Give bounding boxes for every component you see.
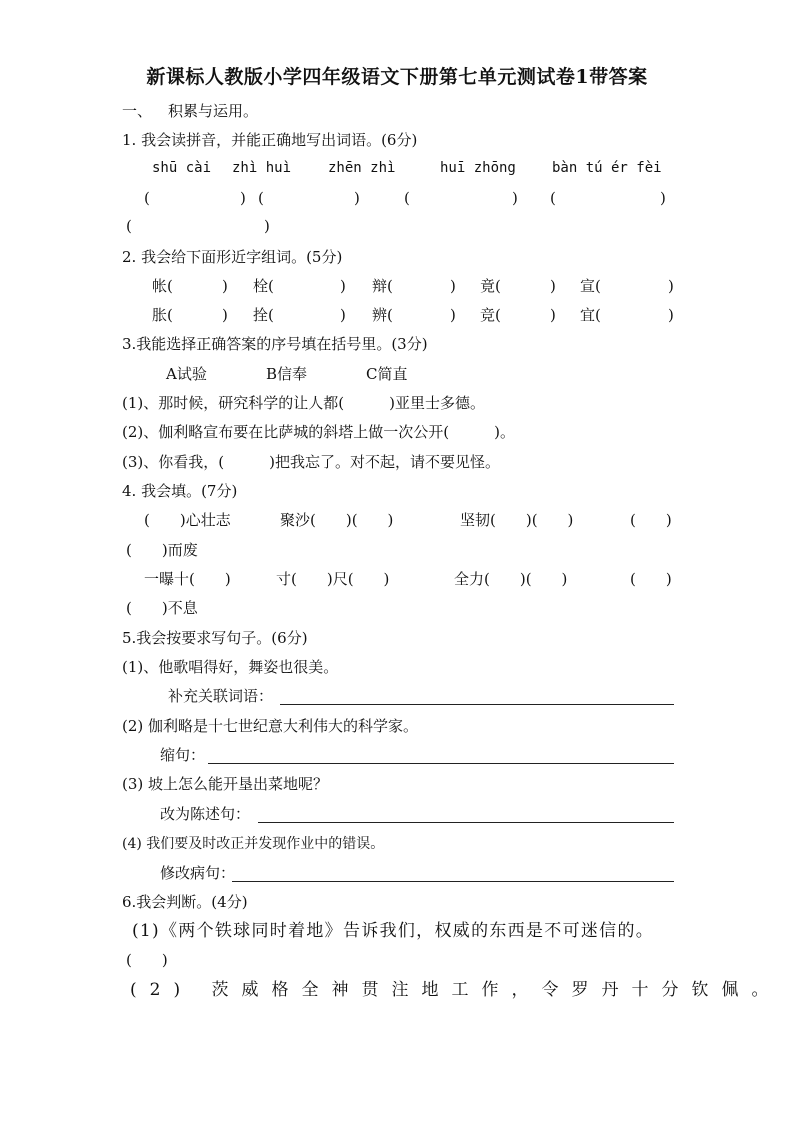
word-cell[interactable]: 帐(: [152, 277, 173, 295]
answer-bracket-open[interactable]: (: [126, 217, 132, 235]
word-cell-close: ): [550, 306, 556, 324]
word-cell-close: ): [450, 306, 456, 324]
word-cell-close: ): [668, 277, 674, 295]
answer-bracket-close: ): [264, 217, 270, 235]
word-cell-close: ): [668, 306, 674, 324]
q3-item: (3)、你看我，( )把我忘了。对不起，请不要见怪。: [122, 453, 500, 471]
pinyin-5: bàn tú ér fèi: [552, 160, 662, 176]
q5-prompt: 改为陈述句：: [160, 805, 251, 823]
idiom-blank[interactable]: ( ): [630, 511, 672, 529]
section-number: 一、: [122, 102, 153, 120]
q6-item: (2) 茨威格全神贯注地工作，令罗丹十分钦佩。: [130, 980, 782, 1000]
judge-blank[interactable]: ( ): [126, 951, 168, 969]
q6-item: (1)《两个铁球同时着地》告诉我们，权威的东西是不可迷信的。: [132, 921, 655, 941]
answer-line[interactable]: [280, 704, 674, 705]
page-title: 新课标人教版小学四年级语文下册第七单元测试卷1带答案: [146, 66, 648, 88]
q5-prompt: 修改病句：: [160, 864, 236, 882]
idiom-blank[interactable]: ( )不息: [126, 599, 198, 617]
answer-bracket-close: ): [354, 189, 360, 207]
word-cell-close: ): [340, 306, 346, 324]
word-cell-close: ): [550, 277, 556, 295]
q5-sentence: (1)、他歌唱得好，舞姿也很美。: [122, 658, 339, 676]
word-cell[interactable]: 宣(: [580, 277, 601, 295]
word-cell-close: ): [450, 277, 456, 295]
q5-sentence: (4) 我们要及时改正并发现作业中的错误。: [122, 836, 385, 852]
pinyin-3: zhēn zhì: [328, 160, 396, 176]
word-cell[interactable]: 宜(: [580, 306, 601, 324]
q6-title: 6.我会判断。(4分): [122, 893, 248, 911]
word-cell[interactable]: 辩(: [372, 277, 393, 295]
answer-bracket-close: ): [512, 189, 518, 207]
q5-prompt: 补充关联词语：: [168, 687, 274, 705]
answer-line[interactable]: [258, 822, 674, 823]
option-c: C简直: [366, 365, 408, 383]
word-cell[interactable]: 竟(: [480, 277, 501, 295]
q5-sentence: (2) 伽利略是十七世纪意大利伟大的科学家。: [122, 717, 419, 735]
word-cell[interactable]: 栓(: [253, 277, 274, 295]
idiom-blank[interactable]: ( ): [630, 570, 672, 588]
q3-title: 3.我能选择正确答案的序号填在括号里。(3分): [122, 335, 428, 353]
idiom-blank[interactable]: ( )而废: [126, 541, 198, 559]
idiom-blank[interactable]: 寸( )尺( ): [276, 570, 390, 588]
q3-item: (1)、那时候，研究科学的让人都( )亚里士多德。: [122, 394, 485, 412]
answer-line[interactable]: [232, 881, 674, 882]
word-cell[interactable]: 辨(: [372, 306, 393, 324]
idiom-blank[interactable]: 聚沙( )( ): [280, 511, 394, 529]
answer-bracket-open[interactable]: (: [404, 189, 410, 207]
word-cell-close: ): [222, 277, 228, 295]
pinyin-1: shū cài: [152, 160, 212, 176]
word-cell[interactable]: 竞(: [480, 306, 501, 324]
word-cell-close: ): [222, 306, 228, 324]
answer-bracket-open[interactable]: (: [258, 189, 264, 207]
pinyin-2: zhì huì: [232, 160, 292, 176]
idiom-blank[interactable]: ( )心壮志: [144, 511, 231, 529]
q2-title: 2. 我会给下面形近字组词。(5分): [122, 248, 343, 266]
q5-prompt: 缩句：: [160, 746, 206, 764]
q5-sentence: (3) 坡上怎么能开垦出菜地呢？: [122, 775, 329, 793]
option-a: A试验: [166, 365, 207, 383]
q5-title: 5.我会按要求写句子。(6分): [122, 629, 308, 647]
option-b: B信奉: [266, 365, 308, 383]
answer-bracket-open[interactable]: (: [550, 189, 556, 207]
word-cell[interactable]: 拴(: [253, 306, 274, 324]
section-label: 积累与运用。: [168, 102, 259, 120]
q4-title: 4. 我会填。(7分): [122, 482, 238, 500]
word-cell[interactable]: 胀(: [152, 306, 173, 324]
q3-item: (2)、伽利略宣布要在比萨城的斜塔上做一次公开( )。: [122, 423, 515, 441]
q1-title: 1. 我会读拼音，并能正确地写出词语。(6分): [122, 131, 418, 149]
answer-line[interactable]: [208, 763, 674, 764]
word-cell-close: ): [340, 277, 346, 295]
idiom-blank[interactable]: 一曝十( ): [144, 570, 231, 588]
idiom-blank[interactable]: 全力( )( ): [454, 570, 568, 588]
answer-bracket-close: ): [240, 189, 246, 207]
pinyin-4: huī zhōng: [440, 160, 516, 176]
answer-bracket-open[interactable]: (: [144, 189, 150, 207]
idiom-blank[interactable]: 坚韧( )( ): [460, 511, 574, 529]
answer-bracket-close: ): [660, 189, 666, 207]
